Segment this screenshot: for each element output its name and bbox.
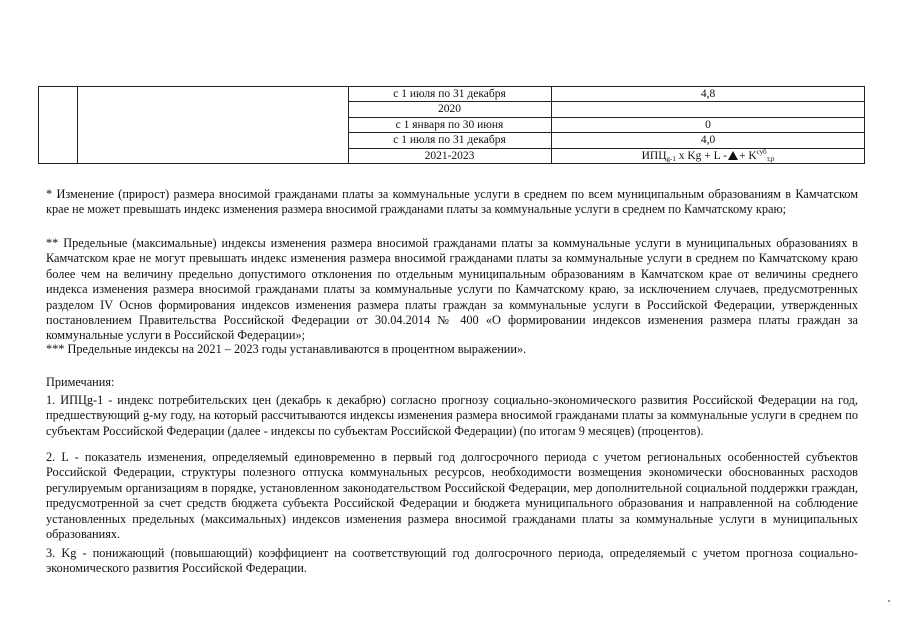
table-column-divider <box>77 87 78 163</box>
table-year-cell: 2020 <box>438 103 461 115</box>
notes-heading: Примечания: <box>46 375 115 389</box>
note-2: 2. L - показатель изменения, определяемый единовременно в первый год долгосрочного периода с учетом региональных особенностей субъектов Российской Федерации, структуры полезного отпуска коммунальных ресурсов, необходимости возмещения экономически обоснованных расходов регулируемым организациям в порядке, установленном законодательством Российской Федерации, мер дополнительной социальной поддержки граждан, предусмотренной за счет средств бюджета субъекта Российской Федерации и бюджета муниципального образования и направленной на соблюдение установленных предельных (максимальных) индексов изменения размера вносимой гражданами платы за коммунальные услуги в муниципальных образованиях. <box>46 450 858 542</box>
footnote-1: * Изменение (прирост) размера вносимой гражданами платы за коммунальные услуги в среднем по всем муниципальным образованиям в Камчатском крае не может превышать индекс изменения размера вносимой гражданами платы за коммунальные услуги в среднем по Камчатскому краю; <box>46 187 858 217</box>
table-period-cell: с 1 января по 30 июня <box>395 119 504 131</box>
formula-subscript: т,р <box>766 155 775 163</box>
formula-superscript: суб <box>756 148 767 156</box>
formula-subscript: g-1 <box>666 155 676 163</box>
footnote-3: *** Предельные индексы на 2021 – 2023 годы устанавливаются в процентном выражении». <box>46 342 527 356</box>
footnote-2: ** Предельные (максимальные) индексы изменения размера вносимой гражданами платы за коммунальные услуги в муниципальных образованиях в Камчатском крае не могут превышать индекс изменения размера вносимой гражданами платы за коммунальные услуги в среднем по Камчатскому краю более чем на величину предельно допустимого отклонения по отдельным муниципальным образованиям в Камчатском крае от величины среднего индекса изменения размера вносимой гражданами платы за коммунальные услуги по Камчатскому краю, за исключением случаев, предусмотренных разделом IV Основ формирования индексов изменения размера платы граждан за коммунальные услуги в Российской Федерации, утвержденных постановлением Правительства Российской Федерации от 30.04.2014 № 400 «О формировании индексов изменения размера платы граждан за коммунальные услуги в Российской Федерации»; <box>46 236 858 343</box>
delta-triangle-icon <box>728 151 738 160</box>
table-year-cell: 2021-2023 <box>424 150 475 162</box>
formula-text: x Kg + L - <box>675 150 727 162</box>
table-value-cell: 4,0 <box>700 134 716 146</box>
index-table <box>38 86 865 164</box>
table-period-cell: с 1 июля по 31 декабря <box>393 88 506 100</box>
note-3: 3. Kg - понижающий (повышающий) коэффициент на соответствующий год долгосрочного периода, определяемый с учетом прогноза социально-экономического развития Российской Федерации. <box>46 546 858 576</box>
table-period-cell: с 1 июля по 31 декабря <box>393 134 506 146</box>
table-value-cell: 4,8 <box>700 88 716 100</box>
table-formula-cell <box>551 149 865 163</box>
scan-speck <box>888 600 890 602</box>
formula-text: + K <box>738 150 757 162</box>
table-value-cell: 0 <box>705 119 711 131</box>
note-1: 1. ИПЦg-1 - индекс потребительских цен (декабрь к декабрю) согласно прогнозу социально-экономического развития Российской Федерации на год, предшествующий g-му году, на который рассчитываются индексы изменения размера вносимой гражданами платы за коммунальные услуги в среднем по субъектам Российской Федерации (далее - индексы по субъектам Российской Федерации) (по итогам 9 месяцев) (процентов). <box>46 393 858 438</box>
formula-text: ИПЦ <box>641 150 667 162</box>
